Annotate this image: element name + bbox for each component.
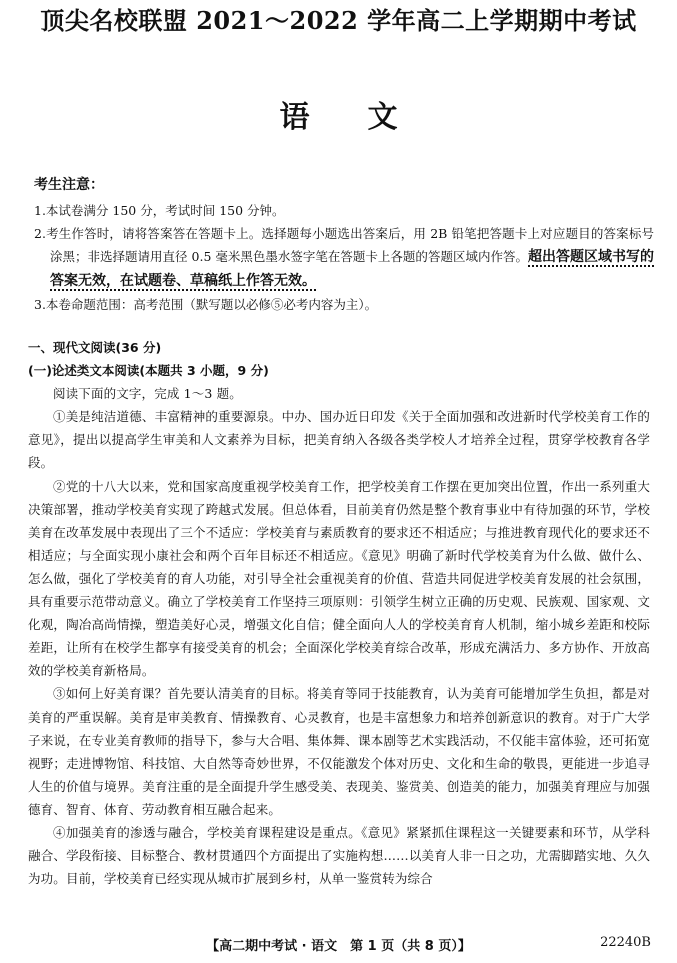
exam-title: 顶尖名校联盟 2021～2022 学年高二上学期期中考试 — [40, 6, 637, 35]
notice-item-3: 3.本卷命题范围：高考范围（默写题以必修⑤必考内容为主）。 — [34, 297, 378, 312]
section-subheading: (一)论述类文本阅读(本题共 3 小题，9 分) — [28, 363, 269, 379]
subject-title: 语文 — [279, 100, 456, 135]
section-heading: 一、现代文阅读(36 分) — [28, 340, 162, 355]
passage-paragraph-1: ①美是纯洁道德、丰富精神的重要源泉。中办、国办近日印发《关于全面加强和改进新时代学校美育工作的意见》，提出以提高学生审美和人文素养为目标，把美育纳入各级各类学校人才培养全过程，贯穿学校教育各学段。 — [28, 409, 650, 471]
notice-heading: 考生注意： — [34, 177, 104, 193]
candidate-notice — [34, 174, 654, 316]
footer-page-label: 【高二期中考试 · 语文 第 1 页（共 8 页）】 — [206, 939, 471, 954]
footer-exam-code: 22240B — [600, 935, 651, 950]
passage-paragraph-3: ③如何上好美育课？首先要认清美育的目标。将美育等同于技能教育，认为美育可能增加学生负担，都是对美育的严重误解。美育是审美教育、情操教育、心灵教育，也是丰富想象力和培养创新意识的教育。对于广大学子来说，在专业美育教师的指导下，参与大合唱、集体舞、课本剧等艺术实践活动，不仅能丰富体验，还可拓宽视野；走进博物馆、科技馆、大自然等奇妙世界，不仅能激发个体对历史、文化和生命的敬畏，更能进一步追寻人生的价值与境界。美育注重的是全面提升学生感受美、表现美、鉴赏美、创造美的能力，加强美育理应与加强德育、智育、体育、劳动教育相互融合起来。 — [28, 686, 650, 817]
notice-item-2 — [34, 222, 654, 293]
notice-item-2-text: 2.考生作答时，请将答案答在答题卡上。选择题每小题选出答案后，用 2B 铅笔把答题卡上对应题目的答案标号涂黑；非选择题请用直径 0.5 毫米黑色墨水签字笔在答题卡上各题的答题区域内作答。 — [34, 226, 654, 264]
notice-item-2-emphasis: 超出答题区域书写的答案无效，在试题卷、草稿纸上作答无效。 — [50, 249, 655, 289]
notice-item-1: 1.本试卷满分 150 分，考试时间 150 分钟。 — [34, 203, 285, 218]
page-footer — [0, 935, 677, 955]
passage-paragraph-2: ②党的十八大以来，党和国家高度重视学校美育工作，把学校美育工作摆在更加突出位置，作出一系列重大决策部署，推动学校美育实现了跨越式发展。但总体看，目前美育仍然是整个教育事业中有待加强的环节，学校美育在改革发展中表现出了三个不适应：学校美育与素质教育的要求还不相适应；与推进教育现代化的要求还不相适应；与全面实现小康社会和两个百年目标还不相适应。《意见》明确了新时代学校美育为什么做、做什么、怎么做，强化了学校美育的育人功能，对引导全社会重视美育的价值、营造共同促进学校美育发展的社会氛围，具有重要示范带动意义。确立了学校美育工作坚持三项原则：引领学生树立正确的历史观、民族观、国家观、文化观，陶冶高尚情操，塑造美好心灵，增强文化自信；健全面向人人的学校美育育人机制，缩小城乡差距和校际差距，让所有在校学生都享有接受美育的机会；全面深化学校美育综合改革，形成充满活力、多方协作、开放高效的学校美育新格局。 — [28, 478, 650, 679]
reading-instruction: 阅读下面的文字，完成 1～3 题。 — [53, 386, 242, 402]
reading-section — [28, 336, 650, 890]
passage-paragraph-4: ④加强美育的渗透与融合，学校美育课程建设是重点。《意见》紧紧抓住课程这一关键要素和环节，从学科融合、学段衔接、目标整合、教材贯通四个方面提出了实施构想……以美育人非一日之功，尤需脚踏实地、久久为功。目前，学校美育已经实现从城市扩展到乡村，从单一鉴赏转为综合 — [28, 824, 650, 887]
